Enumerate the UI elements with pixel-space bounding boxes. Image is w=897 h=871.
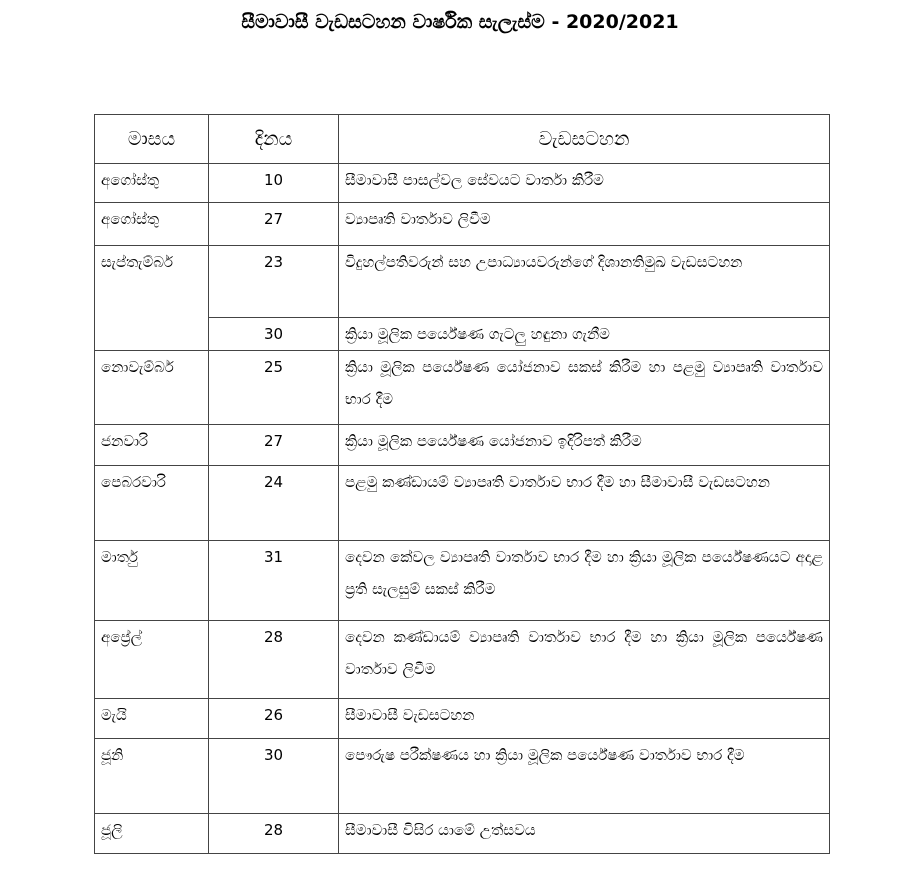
table-row (95, 466, 830, 541)
day-cell: 26 (209, 699, 339, 739)
program-cell: සීමාවාසී වැඩසටහන (339, 699, 830, 739)
column-header-month: මාසය (95, 115, 209, 164)
program-cell: සීමාවාසී පාසල්වල සේවයට වාර්තා කිරීම (339, 164, 830, 203)
program-cell: ක්‍රියා මූලික පර්යේෂණ යෝජනාව සකස් කිරීම හා පළමු ව්‍යාපෘති වාර්තාව භාර දීම (339, 351, 830, 425)
table-row (95, 425, 830, 466)
page-title: සීමාවාසී වැඩසටහන වාර්ෂික සැලැස්ම - 2020/2021 (241, 11, 679, 33)
day-cell: 25 (209, 351, 339, 425)
table-row (95, 621, 830, 699)
day-cell: 24 (209, 466, 339, 541)
program-cell: පෞරුෂ පරීක්ෂණය හා ක්‍රියා මූලික පර්යේෂණ වාර්තාව භාර දීම (339, 739, 830, 814)
program-cell: විදුහල්පතිවරුන් සහ උපාධ්‍යායවරුන්ගේ දිශානතිමුඛ වැඩසටහන (339, 246, 830, 318)
program-cell: දෙවන කණ්ඩායම් ව්‍යාපෘති වාර්තාව භාර දීම හා ක්‍රියා මූලික පර්යේෂණ වාර්තාව ලිවීම (339, 621, 830, 699)
table-row (95, 203, 830, 246)
month-cell: පෙබරවාරි (95, 466, 209, 541)
table-row (95, 164, 830, 203)
month-cell: සැප්තැම්බර් (95, 246, 209, 351)
table-row (95, 351, 830, 425)
day-cell: 30 (209, 318, 339, 351)
month-cell: ජූනි (95, 739, 209, 814)
program-cell: ක්‍රියා මූලික පර්යේෂණ ගැටලු හඳුනා ගැනීම (339, 318, 830, 351)
day-cell: 31 (209, 541, 339, 621)
month-cell: නොවැම්බර් (95, 351, 209, 425)
month-cell: මැයි (95, 699, 209, 739)
table-row (95, 699, 830, 739)
month-cell: ජූලි (95, 814, 209, 854)
day-cell: 10 (209, 164, 339, 203)
column-header-day: දිනය (209, 115, 339, 164)
table-row (95, 814, 830, 854)
day-cell: 30 (209, 739, 339, 814)
day-cell: 23 (209, 246, 339, 318)
month-cell: අගෝස්තු (95, 164, 209, 203)
month-cell: අප්‍රේල් (95, 621, 209, 699)
program-cell: ව්‍යාපෘති වාර්තාව ලිවීම (339, 203, 830, 246)
program-cell: දෙවන කේවල ව්‍යාපෘති වාර්තාව භාර දීම හා ක්‍රියා මූලික පර්යේෂණයට අදාළ ප්‍රති සැලසුම් සකස් කිරීම (339, 541, 830, 621)
column-header-program: වැඩසටහන (339, 115, 830, 164)
day-cell: 28 (209, 621, 339, 699)
program-cell: සීමාවාසී විසිර යාමේ උත්සවය (339, 814, 830, 854)
table-row (95, 246, 830, 318)
day-cell: 27 (209, 425, 339, 466)
program-cell: ක්‍රියා මූලික පර්යේෂණ යෝජනාව ඉදිරිපත් කිරීම (339, 425, 830, 466)
month-cell: ජනවාරි (95, 425, 209, 466)
month-cell: මාර්තු (95, 541, 209, 621)
program-cell: පළමු කණ්ඩායම් ව්‍යාපෘති වාර්තාව භාර දීම හා සීමාවාසී වැඩසටහන (339, 466, 830, 541)
schedule-table (94, 114, 830, 854)
day-cell: 27 (209, 203, 339, 246)
day-cell: 28 (209, 814, 339, 854)
month-cell: අගෝස්තු (95, 203, 209, 246)
header-row (95, 115, 830, 164)
table-row (95, 739, 830, 814)
table-row (95, 541, 830, 621)
